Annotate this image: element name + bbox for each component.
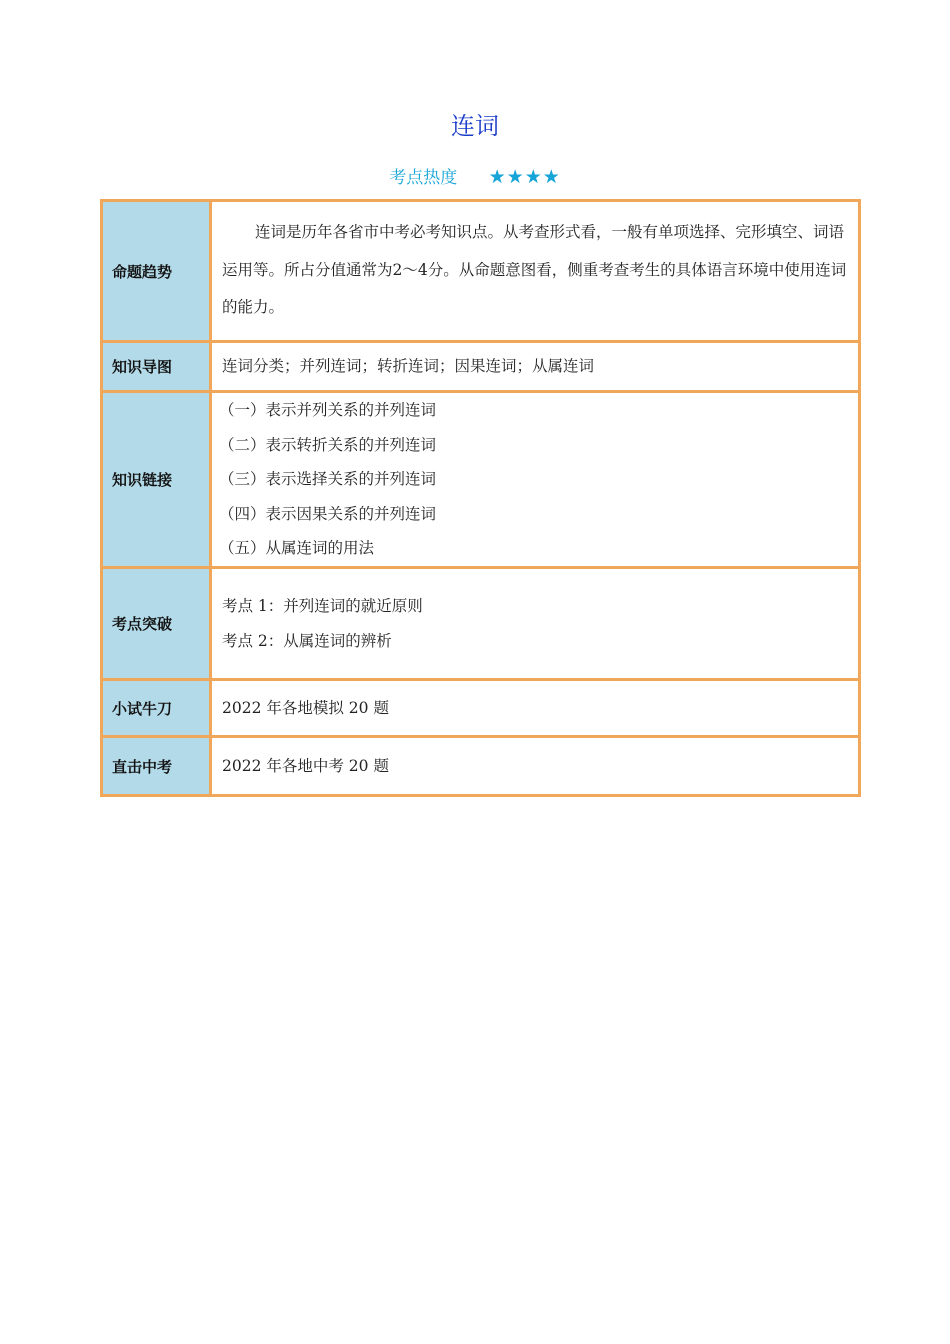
list-item: 考点 1：并列连词的就近原则 <box>222 597 423 615</box>
table-row <box>103 202 858 343</box>
list-item: （二）表示转折关系的并列连词 <box>219 435 437 454</box>
row-label-breakthrough: 考点突破 <box>103 569 212 678</box>
overview-table <box>100 199 861 797</box>
page-title: 连词 <box>451 112 499 140</box>
list-item: （四）表示因果关系的并列连词 <box>219 504 437 523</box>
row-label-map: 知识导图 <box>103 343 212 390</box>
row-content-trend: 连词是历年各省市中考必考知识点。从考查形式看，一般有单项选择、完形填空、词语运用等。所占分值通常为2～4分。从命题意图看，侧重考查考生的具体语言环境中使用连词的能力。 <box>212 202 858 340</box>
table-row <box>103 393 858 569</box>
list-item: （五）从属连词的用法 <box>219 539 375 557</box>
list-item: （三）表示选择关系的并列连词 <box>219 470 437 488</box>
row-content-links <box>212 393 858 566</box>
row-label-links: 知识链接 <box>103 393 212 566</box>
table-row <box>103 681 858 738</box>
row-content-exam: 2022 年各地中考 20 题 <box>212 738 858 794</box>
heat-stars: ★★★★ <box>488 166 561 188</box>
row-content-breakthrough <box>212 569 858 678</box>
row-label-exam: 直击中考 <box>103 738 212 794</box>
row-content-practice: 2022 年各地模拟 20 题 <box>212 681 858 735</box>
heat-label: 考点热度 <box>389 168 458 188</box>
table-row <box>103 569 858 681</box>
row-label-trend: 命题趋势 <box>103 202 212 340</box>
heat-rating <box>0 164 950 191</box>
list-item: 考点 2：从属连词的辨析 <box>222 631 392 650</box>
row-content-map: 连词分类；并列连词；转折连词；因果连词；从属连词 <box>212 343 858 390</box>
row-label-practice: 小试牛刀 <box>103 681 212 735</box>
table-row <box>103 738 858 794</box>
table-row <box>103 343 858 393</box>
list-item: （一）表示并列关系的并列连词 <box>219 401 437 419</box>
